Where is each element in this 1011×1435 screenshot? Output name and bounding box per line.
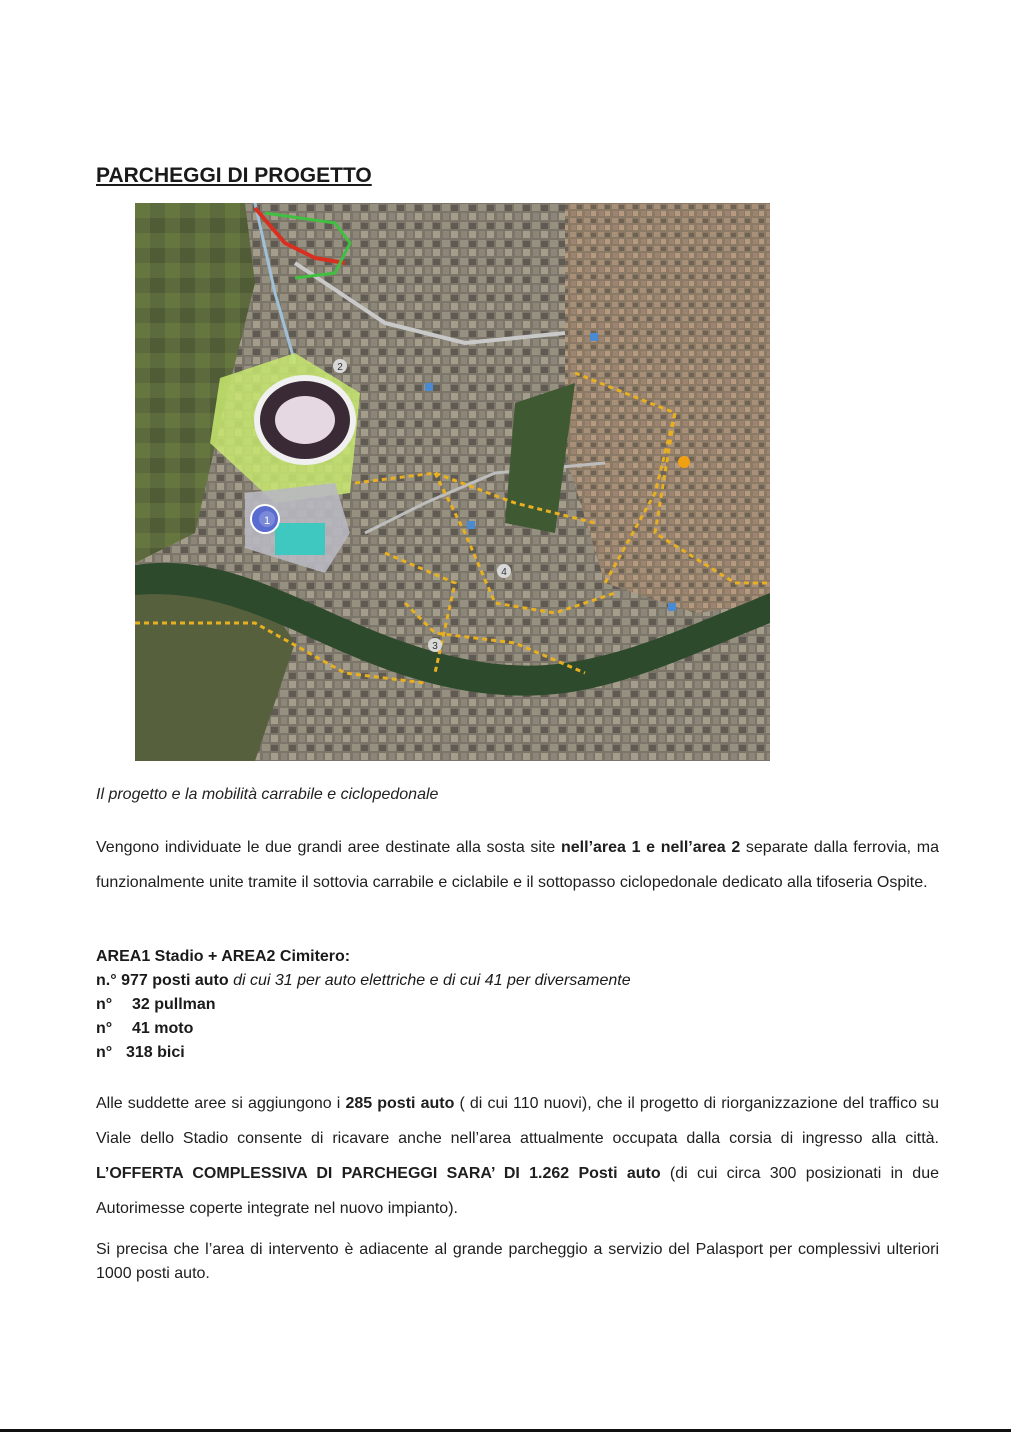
moto-count: 41 moto <box>132 1020 194 1037</box>
paragraph-parking-areas <box>96 830 939 900</box>
cars-line <box>96 969 631 993</box>
bici-prefix: n° <box>96 1044 113 1061</box>
buses-prefix: n° <box>96 996 113 1013</box>
page-title: PARCHEGGI DI PROGETTO <box>96 164 372 187</box>
moto-prefix: n° <box>96 1020 113 1037</box>
buses-line <box>96 993 631 1017</box>
areas-summary <box>96 945 631 1065</box>
old-town-area <box>565 203 770 613</box>
paragraph-additional-parking <box>96 1086 939 1226</box>
para2-text-bold: 285 posti auto <box>345 1095 455 1112</box>
footer-rule <box>0 1429 1011 1432</box>
pool <box>275 523 325 555</box>
total-offer: L’OFFERTA COMPLESSIVA DI PARCHEGGI SARA’ DI 1.262 Posti auto <box>96 1165 661 1182</box>
map-label-4: 4 <box>501 567 507 578</box>
para1-text-a: Vengono individuate le due grandi aree destinate alla sosta site <box>96 839 561 856</box>
paragraph-palasport: Si precisa che l’area di intervento è adiacente al grande parcheggio a servizio del Palasport per complessivi ulteriori 1000 posti auto. <box>96 1241 939 1282</box>
map-label-2: 2 <box>337 362 343 373</box>
map-caption: Il progetto e la mobilità carrabile e ciclopedonale <box>96 786 439 803</box>
bici-count: 318 bici <box>126 1044 185 1061</box>
bici-line <box>96 1041 631 1065</box>
para2-text-a: Alle suddette aree si aggiungono i <box>96 1095 346 1112</box>
para2-text-e: (di cui circa 300 posizionati in due Autorimesse coperte integrate nel nuovo impianto). <box>96 1165 939 1217</box>
cars-note: di cui 31 per auto elettriche e di cui 41 per diversamente <box>228 972 631 989</box>
areas-heading: AREA1 Stadio + AREA2 Cimitero: <box>96 948 351 965</box>
map-label-1: 1 <box>263 515 271 527</box>
cars-count: n.° 977 posti auto <box>96 972 229 989</box>
para1-text-bold: nell’area 1 e nell’area 2 <box>561 839 741 856</box>
para1-text-c: separate dalla ferrovia, ma funzionalmente unite tramite il sottovia carrabile e ciclabile e il sottopasso ciclopedonale dedicato alla tifoseria Ospite. <box>96 839 940 891</box>
aerial-map-image <box>135 203 770 761</box>
buses-count: 32 pullman <box>132 996 216 1013</box>
map-label-3: 3 <box>432 641 438 652</box>
para2-text-c: ( di cui 110 nuovi), che il progetto di riorganizzazione del traffico su Viale dello Stadio consente di ricavare anche nell’area attualmente occupata dalla corsia di ingresso alla città. <box>96 1095 940 1147</box>
moto-line <box>96 1017 631 1041</box>
